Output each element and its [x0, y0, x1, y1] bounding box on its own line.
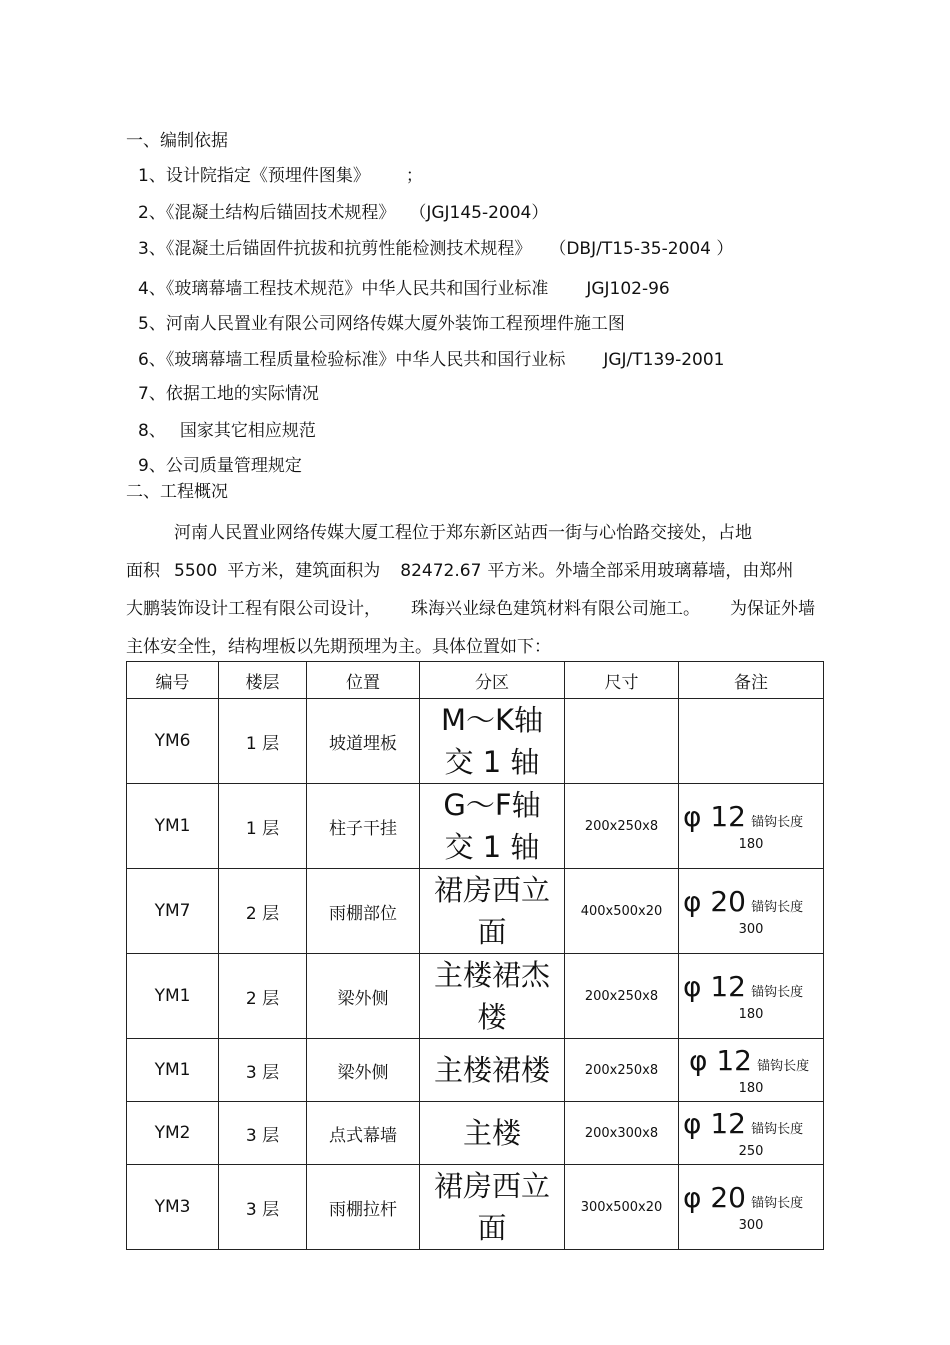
cell-position: 雨棚部位 [307, 869, 420, 954]
cell-note [679, 699, 824, 784]
cell-floor: 3 层 [219, 1165, 307, 1250]
cell-zone [420, 784, 565, 869]
section-heading-overview: 二、工程概况 [126, 482, 228, 502]
cell-note [679, 1165, 824, 1250]
zone-line: 裙房西立 [433, 1169, 550, 1203]
table-row [127, 699, 824, 784]
basis-item-8 [138, 416, 316, 441]
text-segment: 为保证外墙 [730, 599, 815, 619]
item-extra: JGJ102-96 [586, 279, 670, 299]
item-number: 7、 [138, 384, 166, 404]
hook-length-label: 锚钩长度 [751, 1122, 804, 1137]
cell-id: YM2 [127, 1102, 219, 1165]
cell-id: YM1 [127, 784, 219, 869]
diameter-value: φ 12 [683, 800, 746, 833]
diameter-value: φ 20 [683, 1181, 746, 1214]
hook-length-value: 180 [738, 837, 764, 852]
table-row [127, 784, 824, 869]
item-text: 《混凝土结构后锚固技术规程》 [165, 203, 396, 223]
hook-length-label: 锚钩长度 [751, 1196, 804, 1211]
zone-line: 交 1 轴 [444, 745, 540, 779]
zone-line: M～K轴 [440, 703, 544, 737]
cell-floor: 2 层 [219, 954, 307, 1039]
item-number: 5、 [138, 314, 166, 334]
land-area-value: 5500 [174, 561, 218, 581]
cell-position: 点式幕墙 [307, 1102, 420, 1165]
table-row [127, 869, 824, 954]
cell-note [679, 1102, 824, 1165]
overview-line-3 [126, 594, 815, 619]
cell-size: 400x500x20 [565, 869, 679, 954]
cell-floor: 3 层 [219, 1039, 307, 1102]
cell-zone [420, 1102, 565, 1165]
basis-item-7 [138, 379, 319, 404]
zone-line: 楼 [477, 1000, 507, 1034]
col-header-position: 位置 [307, 662, 420, 699]
cell-size: 200x300x8 [565, 1102, 679, 1165]
diameter-value: φ 12 [683, 970, 746, 1003]
item-number: 4、 [138, 279, 166, 299]
cell-zone [420, 1165, 565, 1250]
table-row [127, 1165, 824, 1250]
embedded-parts-table [126, 661, 824, 1250]
cell-id: YM1 [127, 954, 219, 1039]
hook-length-value: 180 [738, 1081, 764, 1096]
col-header-note: 备注 [679, 662, 824, 699]
item-text: 《玻璃幕墙工程质量检验标准》中华人民共和国行业标 [165, 350, 566, 370]
item-number: 2、 [138, 203, 166, 223]
table-header-row [127, 662, 824, 699]
diameter-value: φ 12 [689, 1044, 752, 1077]
cell-size: 300x500x20 [565, 1165, 679, 1250]
building-area-value: 82472.67 [400, 561, 482, 581]
item-text: 河南人民置业有限公司网络传媒大厦外装饰工程预埋件施工图 [165, 314, 625, 334]
cell-floor: 2 层 [219, 869, 307, 954]
basis-item-2 [138, 198, 548, 223]
zone-line: 交 1 轴 [444, 830, 540, 864]
cell-position: 柱子干挂 [307, 784, 420, 869]
cell-size: 200x250x8 [565, 1039, 679, 1102]
cell-position: 雨棚拉杆 [307, 1165, 420, 1250]
basis-item-4 [138, 274, 670, 299]
cell-note [679, 784, 824, 869]
hook-length-label: 锚钩长度 [751, 900, 804, 915]
cell-note [679, 1039, 824, 1102]
col-header-size: 尺寸 [565, 662, 679, 699]
hook-length-value: 300 [738, 1218, 764, 1233]
basis-item-1 [138, 161, 423, 186]
item-text: 设计院指定《预埋件图集》 [165, 166, 370, 186]
cell-position: 梁外侧 [307, 1039, 420, 1102]
overview-line-1: 河南人民置业网络传媒大厦工程位于郑东新区站西一街与心怡路交接处，占地 [174, 523, 752, 543]
col-header-floor: 楼层 [219, 662, 307, 699]
item-text: 依据工地的实际情况 [165, 384, 319, 404]
cell-id: YM6 [127, 699, 219, 784]
basis-item-5 [138, 309, 625, 334]
zone-line: 面 [477, 915, 507, 949]
diameter-value: φ 12 [683, 1107, 746, 1140]
col-header-zone: 分区 [420, 662, 565, 699]
cell-zone [420, 869, 565, 954]
zone-line: 主楼裙杰 [433, 958, 550, 992]
item-extra: （JGJ145-2004） [409, 203, 549, 223]
hook-length-label: 锚钩长度 [751, 985, 804, 1000]
basis-item-6 [138, 345, 725, 370]
text-segment: 大鹏装饰设计工程有限公司设计， [126, 599, 381, 619]
section-heading-basis: 一、编制依据 [126, 131, 228, 151]
cell-id: YM7 [127, 869, 219, 954]
item-number: 1、 [138, 166, 166, 186]
item-text: 公司质量管理规定 [165, 456, 302, 476]
item-number: 6、 [138, 350, 166, 370]
item-number: 9、 [138, 456, 166, 476]
item-text: 《混凝土后锚固件抗拔和抗剪性能检测技术规程》 [165, 239, 532, 259]
zone-line: G～F轴 [443, 788, 541, 822]
cell-zone [420, 1039, 565, 1102]
table-row [127, 1102, 824, 1165]
diameter-value: φ 20 [683, 885, 746, 918]
basis-item-3 [138, 234, 733, 259]
cell-id: YM1 [127, 1039, 219, 1102]
text-segment: 珠海兴业绿色建筑材料有限公司施工。 [411, 599, 700, 619]
cell-floor: 1 层 [219, 699, 307, 784]
cell-zone [420, 699, 565, 784]
cell-note [679, 869, 824, 954]
cell-size [565, 699, 679, 784]
zone-line: 主楼 [462, 1116, 521, 1150]
cell-note [679, 954, 824, 1039]
cell-size: 200x250x8 [565, 954, 679, 1039]
hook-length-label: 锚钩长度 [751, 815, 804, 830]
hook-length-label: 锚钩长度 [757, 1059, 810, 1074]
cell-position: 坡道埋板 [307, 699, 420, 784]
item-text: 国家其它相应规范 [179, 421, 316, 441]
item-number: 3、 [138, 239, 166, 259]
item-extra: JGJ/T139-2001 [603, 350, 725, 370]
hook-length-value: 300 [738, 922, 764, 937]
text-segment: 面积 [126, 561, 160, 581]
col-header-id: 编号 [127, 662, 219, 699]
basis-item-9 [138, 451, 302, 476]
hook-length-value: 250 [738, 1144, 764, 1159]
text-segment: 平方米。外墙全部采用玻璃幕墙，由郑州 [487, 561, 794, 581]
cell-zone [420, 954, 565, 1039]
hook-length-value: 180 [738, 1007, 764, 1022]
item-extra: ； [405, 166, 423, 186]
item-text: 《玻璃幕墙工程技术规范》中华人民共和国行业标准 [165, 279, 549, 299]
cell-floor: 1 层 [219, 784, 307, 869]
cell-size: 200x250x8 [565, 784, 679, 869]
item-number: 8、 [138, 421, 166, 441]
overview-line-2 [126, 556, 793, 581]
zone-line: 裙房西立 [433, 873, 550, 907]
text-segment: 平方米，建筑面积为 [227, 561, 381, 581]
table-row [127, 954, 824, 1039]
item-extra: （DBJ/T15-35-2004 ） [549, 239, 734, 259]
zone-line: 主楼裙楼 [433, 1053, 550, 1087]
table-row [127, 1039, 824, 1102]
zone-line: 面 [477, 1211, 507, 1245]
cell-position: 梁外侧 [307, 954, 420, 1039]
cell-id: YM3 [127, 1165, 219, 1250]
overview-line-4: 主体安全性，结构埋板以先期预埋为主。具体位置如下： [126, 637, 551, 657]
cell-floor: 3 层 [219, 1102, 307, 1165]
